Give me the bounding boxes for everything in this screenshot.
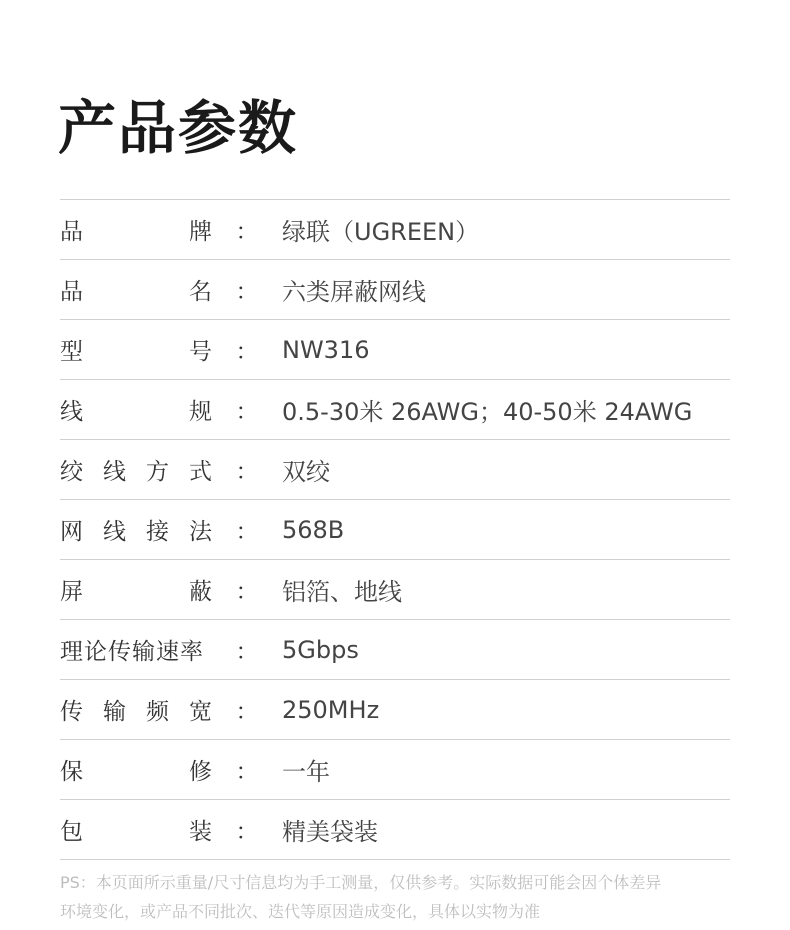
spec-row — [60, 500, 730, 560]
spec-label-char: 号 — [189, 339, 212, 365]
spec-row — [60, 620, 730, 680]
spec-row — [60, 200, 730, 260]
spec-label-char: 网 — [60, 519, 83, 545]
spec-colon: ： — [235, 219, 259, 245]
spec-value: 0.5-30米 26AWG；40-50米 24AWG — [282, 398, 693, 426]
spec-row — [60, 440, 730, 500]
spec-row — [60, 320, 730, 380]
spec-value: 250MHz — [282, 695, 380, 724]
spec-colon: ： — [235, 519, 259, 545]
spec-label-char: 方 — [146, 459, 169, 485]
spec-row — [60, 260, 730, 320]
spec-label-char: 线 — [60, 399, 83, 425]
spec-label-char: 规 — [189, 399, 212, 425]
spec-colon: ： — [235, 279, 259, 305]
spec-label — [60, 393, 212, 426]
spec-label-char: 蔽 — [189, 579, 212, 605]
spec-row — [60, 800, 730, 860]
spec-row — [60, 680, 730, 740]
spec-label-char: 法 — [189, 519, 212, 545]
spec-label-char: 牌 — [189, 219, 212, 245]
spec-colon: ： — [235, 399, 259, 425]
spec-label — [60, 453, 212, 486]
spec-value: 铝箔、地线 — [282, 578, 402, 606]
spec-label — [60, 273, 212, 306]
spec-label-char: 输 — [103, 699, 126, 725]
spec-label-char: 屏 — [60, 579, 83, 605]
spec-colon: ： — [235, 639, 259, 665]
spec-colon: ： — [235, 459, 259, 485]
spec-table — [60, 199, 730, 860]
spec-row — [60, 740, 730, 800]
spec-label — [60, 333, 212, 366]
spec-label-char: 品 — [60, 279, 83, 305]
spec-colon: ： — [235, 339, 259, 365]
spec-value: 六类屏蔽网线 — [282, 278, 426, 306]
spec-row — [60, 380, 730, 440]
spec-label — [60, 573, 212, 606]
spec-label — [60, 633, 212, 666]
spec-value: 568B — [282, 515, 345, 544]
spec-label — [60, 693, 212, 726]
spec-label-char: 理论传输速率 — [60, 639, 204, 665]
spec-value: NW316 — [282, 335, 370, 364]
spec-colon: ： — [235, 759, 259, 785]
spec-label-char: 修 — [189, 759, 212, 785]
spec-label-char: 宽 — [189, 699, 212, 725]
spec-label-char: 名 — [189, 279, 212, 305]
spec-label-char: 装 — [189, 819, 212, 845]
spec-label-char: 线 — [103, 519, 126, 545]
spec-colon: ： — [235, 579, 259, 605]
spec-value: 5Gbps — [282, 635, 359, 664]
spec-label-char: 绞 — [60, 459, 83, 485]
spec-label-char: 保 — [60, 759, 83, 785]
spec-label-char: 传 — [60, 699, 83, 725]
spec-colon: ： — [235, 819, 259, 845]
spec-colon: ： — [235, 699, 259, 725]
page-title: 产品参数 — [58, 94, 299, 162]
spec-label — [60, 753, 212, 786]
spec-label — [60, 513, 212, 546]
spec-value: 双绞 — [282, 458, 330, 486]
spec-label — [60, 213, 212, 246]
disclaimer-note: PS：本页面所示重量/尺寸信息均为手工测量，仅供参考。实际数据可能会因个体差异 环境变化，或产品不同批次、迭代等原因造成变化，具体以实物为准 — [60, 873, 662, 921]
spec-label — [60, 813, 212, 846]
spec-label-char: 接 — [146, 519, 169, 545]
spec-label-char: 频 — [146, 699, 169, 725]
spec-label-char: 品 — [60, 219, 83, 245]
spec-value: 精美袋装 — [282, 818, 378, 846]
spec-label-char: 型 — [60, 339, 83, 365]
spec-label-char: 包 — [60, 819, 83, 845]
spec-label-char: 线 — [103, 459, 126, 485]
spec-value: 一年 — [282, 758, 330, 786]
spec-row — [60, 560, 730, 620]
spec-label-char: 式 — [189, 459, 212, 485]
spec-value: 绿联（UGREEN） — [282, 218, 480, 246]
